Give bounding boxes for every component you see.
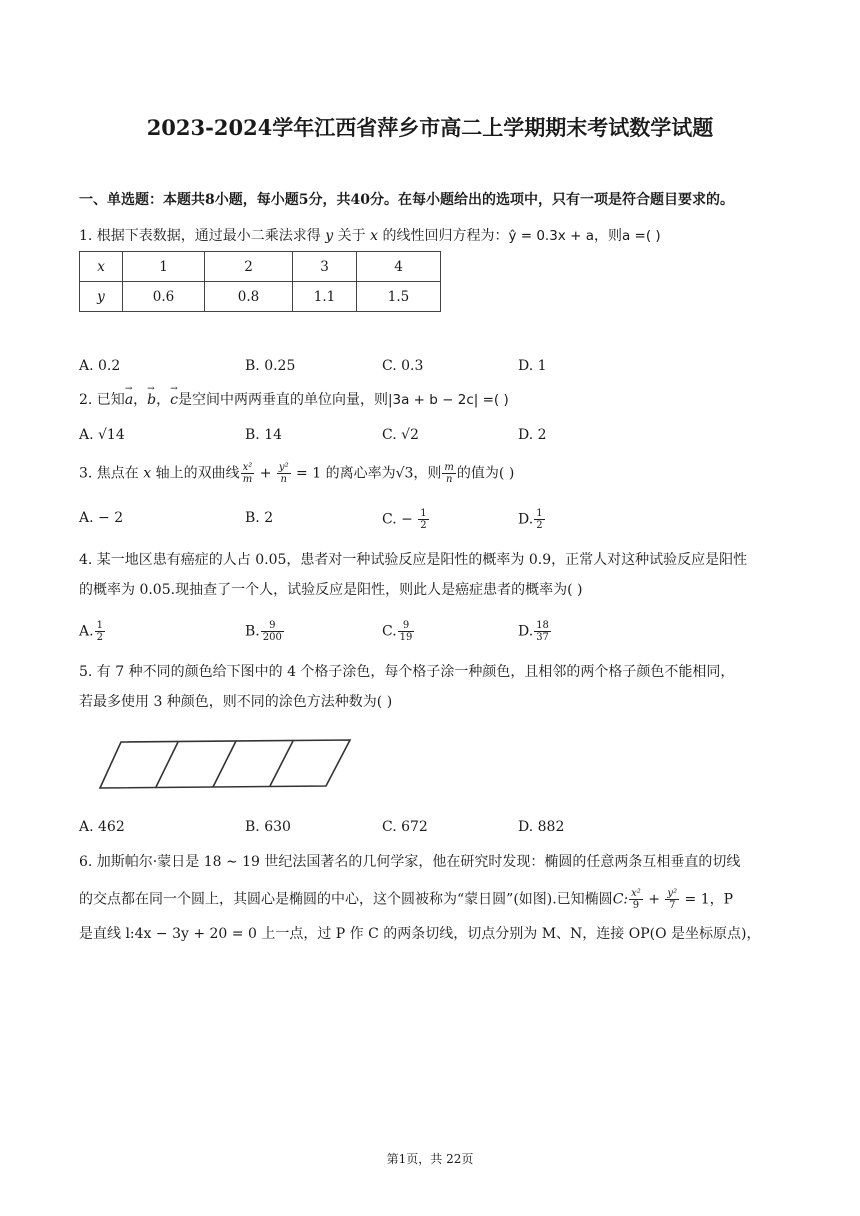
q2-option-b: B. 14 — [245, 427, 283, 443]
question-4-line-1: 4. 某一地区患有癌症的人占 0.05，患者对一种试验反应是阳性的概率为 0.9，正常人对这种试验反应是阳性 — [79, 552, 748, 568]
question-4-line-2: 的概率为 0.05.现抽查了一个人，试验反应是阳性，则此人是癌症患者的概率为( ) — [79, 582, 583, 598]
question-5-line-2: 若最多使用 3 种颜色，则不同的涂色方法种数为( ) — [79, 694, 393, 710]
q3-option-c: C. − $\frac{1}{2}$ — [382, 508, 427, 531]
q2-option-a: A. √14 — [79, 427, 125, 443]
q1-option-d: D. 1 — [518, 358, 547, 374]
q5-option-c: C. 672 — [382, 819, 428, 835]
q4-option-c: C. $\frac{9}{19}$ — [382, 620, 413, 643]
question-2-stem: 2. 已知→ a，→ b，→ c是空间中两两垂直的单位向量，则|3a + b − 2c| =( ) — [79, 390, 509, 410]
table-row: y 0.6 0.8 1.1 1.5 — [80, 282, 441, 312]
data-table — [79, 251, 441, 312]
question-3-stem: 3. 焦点在 x 轴上的双曲线 $\frac{\text{x²}}{m}$ + $\frac{\text{y²}}{n}$ = 1 的离心率为√3，则 $\frac{m}{n}$ 的值为( ) — [79, 462, 515, 485]
table-row: x 1 2 3 4 — [80, 252, 441, 282]
question-6-line-1: 6. 加斯帕尔·蒙日是 18 ∼ 19 世纪法国著名的几何学家，他在研究时发现：椭圆的任意两条互相垂直的切线 — [79, 854, 741, 870]
page-footer: 第1页，共 22页 — [386, 1152, 474, 1166]
q1-option-b: B. 0.25 — [245, 358, 296, 374]
q2-option-c: C. √2 — [382, 427, 419, 443]
parallelogram-grid-figure — [96, 738, 356, 790]
q5-option-a: A. 462 — [79, 819, 125, 835]
q3-option-d: D. $\frac{1}{2}$ — [518, 508, 543, 531]
q4-option-b: B. $\frac{9}{200}$ — [245, 620, 282, 643]
question-1-stem: 1. 根据下表数据，通过最小二乘法求得 y 关于 x 的线性回归方程为：ŷ = 0.3x + a，则a =( ) — [79, 228, 661, 244]
q4-option-a: A. $\frac{1}{2}$ — [79, 620, 103, 643]
question-5-line-1: 5. 有 7 种不同的颜色给下图中的 4 个格子涂色，每个格子涂一种颜色，且相邻的两个格子颜色不能相同， — [79, 664, 735, 680]
question-6-line-3: 是直线 l:4x − 3y + 20 = 0 上一点，过 P 作 C 的两条切线，切点分别为 M、N，连接 OP(O 是坐标原点)， — [79, 926, 761, 942]
q3-option-a: A. − 2 — [79, 510, 124, 526]
q1-option-a: A. 0.2 — [79, 358, 121, 374]
page-title: 2023-2024学年江西省萍乡市高二上学期期末考试数学试题 — [146, 115, 714, 140]
q4-option-d: D. $\frac{18}{37}$ — [518, 620, 549, 643]
question-6-line-2: 的交点都在同一个圆上，其圆心是椭圆的中心，这个圆被称为“蒙日圆”(如图).已知椭圆C: $\frac{\text{x²}}{9}$ + $\frac{\text{y²}}{7}$ = 1，P — [79, 888, 734, 911]
q5-option-b: B. 630 — [245, 819, 291, 835]
q2-option-d: D. 2 — [518, 427, 547, 443]
section-heading: 一、单选题：本题共8小题，每小题5分，共40分。在每小题给出的选项中，只有一项是符合题目要求的。 — [79, 192, 734, 208]
q5-option-d: D. 882 — [518, 819, 565, 835]
q1-option-c: C. 0.3 — [382, 358, 424, 374]
q3-option-b: B. 2 — [245, 510, 274, 526]
